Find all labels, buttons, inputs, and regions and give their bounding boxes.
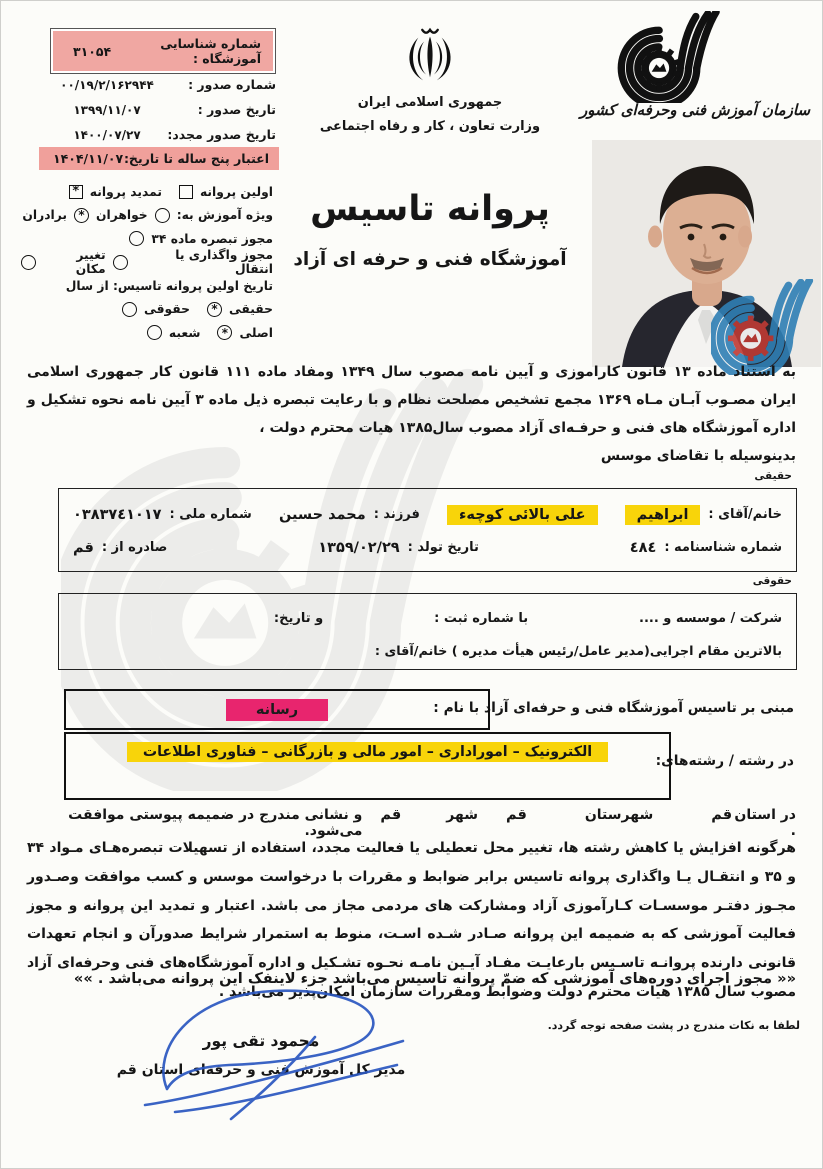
branch-label: شعبه <box>168 325 201 340</box>
relocation-label: تغییر مکان <box>75 248 106 277</box>
transfer-radio <box>113 255 128 270</box>
validity-value: ۱۴۰۴/۱۱/۰۷ <box>53 151 124 166</box>
school-name-box <box>64 689 490 730</box>
province-prefix: در استان . <box>734 807 796 839</box>
legal-basis-paragraph: به استناد ماده ۱۳ قانون کاراموزی و آیین نامه مصوب سال ۱۳۴۹ ومفاد ماده ۱۱۱ قانون کار جمهوری اسلامی ایران مصـوب آبـان مـاه ۱۳۶۹ مجمع تشخیص مصلحت نظام و با رعایت تبصره ذیل ماده ۳ آیین نامه نحوه تشکیل و اداره آموزشگاه های فنی و حرفـه‌ای آزاد مصوب سال۱۳۸۵ هیات محترم دولت ، <box>27 364 797 436</box>
person-title-label: خانم/آقای : <box>708 507 782 522</box>
first-name-highlight: ابراهیم <box>625 505 701 525</box>
sisters-radio <box>155 208 170 223</box>
city-value: قم <box>380 807 402 823</box>
issue-fields <box>50 72 276 147</box>
government-header <box>301 23 559 139</box>
natural-radio-checked: * <box>207 302 222 317</box>
school-name-label: مبنی بر تاسیس آموزشگاه فنی و حرفه‌ای آزاد با نام : <box>433 700 794 716</box>
validity-row <box>39 147 279 170</box>
company-label: شرکت / موسسه و .... <box>639 611 782 626</box>
renewal-checkbox-checked: * <box>69 185 83 199</box>
father-name: محمد حسین <box>278 506 366 523</box>
brothers-radio-checked: * <box>74 208 89 223</box>
registration-date-label: و تاریخ: <box>273 611 324 626</box>
terms-paragraph: هرگونه افزایش یا کاهش رشته ها، تغییر محل تعطیلی یا فعالیت مجدد، استفاده از تسهیلات تبصره‌هـای مـواد ۳۴ و ۳۵ و انتقـال یـا واگذاری پروانه تاسیس برابر ضوابط و مقررات با درخواست موسس و کسب موافقت وصـدور مجـوز دفتـر موسسـات کـارآموزی آزاد ومشارکت های مردمی مجاز می باشد. اعتبار و تمدید این پروانه و مجوز فعالیت آموزشی که به ضمیمه این پروانه صـادر شـده اسـت، منوط به استمرار شرایط صدورآن و انجام تعهدات قانونی دارنده پروانـه تاسـیس بارعایـت مفـاد آیـین نامـه نحـوه تشـکیل و اداره آموزشگاه‌های فنی وحرفه‌ای آزاد مصوب سال ۱۳۸۵ هیات محترم دولت وضوابط ومقررات سازمان امکان‌پذیر می‌باشد . <box>27 840 797 1001</box>
first-license-label: اولین پروانه <box>199 184 273 199</box>
founder-photo <box>592 140 821 367</box>
organization-name: سازمان آموزش فنی وحرفه‌ای کشور <box>579 101 811 119</box>
entity-type-row <box>21 298 273 322</box>
certificate-number-value: ٤٨٤ <box>629 539 657 556</box>
issued-from-value: قم <box>73 539 94 556</box>
issue-number-row <box>50 72 276 97</box>
executive-label: بالاترین مقام اجرایی(مدیر عامل/رئیس هیأت مدیره ) خانم/آقای : <box>374 644 782 659</box>
transfer-row <box>21 248 273 277</box>
legal-entity-tag: حقوقی <box>752 575 792 587</box>
training-for-label: ویژه آموزش به: <box>176 208 273 223</box>
natural-person-table <box>58 488 797 572</box>
issue-date-label: تاریخ صدور : <box>197 102 276 117</box>
training-fields-label: در رشته / رشته‌های: <box>655 753 794 769</box>
brothers-label: برادران <box>22 208 67 223</box>
country-name: جمهوری اسلامی ایران <box>357 95 503 110</box>
county-value: قم <box>505 807 527 823</box>
issue-date-row <box>50 97 276 122</box>
school-id-label: شماره شناسایی آموزشگاه : <box>160 36 261 66</box>
reissue-date-row <box>50 122 276 147</box>
address-suffix: و نشانی مندرج در ضمیمه پیوستی موافقت می‌شود. <box>68 807 363 839</box>
article34-row <box>21 227 273 251</box>
legal-entity-table <box>58 593 797 670</box>
tvto-logo <box>613 11 729 103</box>
document-subtitle: آموزشگاه فنی و حرفه ای آزاد <box>293 249 567 270</box>
national-id-label: شماره ملی : <box>169 507 252 522</box>
school-id-box <box>50 28 276 74</box>
main-label: اصلی <box>239 325 273 340</box>
national-id-value: ٠٣٨٣٧٤١٠١٧ <box>73 506 162 523</box>
legal-radio <box>122 302 137 317</box>
birth-date-value: ۱۳۵۹/۰۲/۲۹ <box>318 539 400 556</box>
issue-date-value: ۱۳۹۹/۱۱/۰۷ <box>73 102 141 117</box>
city-label: شهر <box>446 807 478 823</box>
back-page-note: لطفا به نکات مندرج در پشت صفحه توجه گردد. <box>547 1019 800 1032</box>
article34-radio <box>129 231 144 246</box>
signer-title: مدیر کل آموزش فنی و حرفه‌ای استان قم <box>116 1062 406 1078</box>
relocation-radio <box>21 255 36 270</box>
branch-type-row <box>21 321 273 345</box>
person-birth-row <box>73 531 782 564</box>
iran-emblem-icon <box>393 23 467 91</box>
training-fields-highlight: الکترونیک – اموراداری – امور مالی و بازرگانی – فناوری اطلاعات <box>127 742 608 762</box>
school-id-value: ۳۱۰۵۴ <box>73 43 112 59</box>
signer-name: محمود تقی پور <box>202 1032 320 1050</box>
issue-number-value: ۰۰/۱۹/۲/۱۶۲۹۴۴ <box>60 77 154 92</box>
license-type-checkboxes <box>21 180 273 345</box>
article34-label: مجوز تبصره ماده ۳۴ <box>151 231 273 246</box>
executive-row <box>73 635 782 668</box>
registration-number-label: با شماره ثبت : <box>434 611 529 626</box>
issued-from-label: صادره از : <box>101 540 168 555</box>
intro-paragraph-block <box>27 358 796 470</box>
natural-person-tag: حقیقی <box>754 470 792 482</box>
main-radio-checked: * <box>217 325 232 340</box>
certificate-number-label: شماره شناسنامه : <box>664 540 782 555</box>
transfer-label: مجوز واگذاری یا انتقال <box>175 248 273 277</box>
sisters-label: خواهران <box>96 208 148 223</box>
license-kind-row <box>21 180 273 204</box>
school-name-highlight: رسانه <box>226 699 328 721</box>
birth-date-label: تاریخ تولد : <box>407 540 479 555</box>
renewal-label: تمدید پروانه <box>89 184 162 199</box>
emphasis-line: «« مجوز اجرای دوره‌های آموزشی که ضمّ پروانه تاسیس می‌باشد جزء لاینفک این پروانه می‌باشد . »» <box>73 970 796 987</box>
province-value: قم <box>711 807 733 823</box>
reissue-date-value: ۱۴۰۰/۰۷/۲۷ <box>73 127 141 142</box>
branch-radio <box>147 325 162 340</box>
legal-label: حقوقی <box>144 302 190 317</box>
gender-row <box>21 204 273 228</box>
natural-label: حقیقی <box>228 302 273 317</box>
issue-number-label: شماره صدور : <box>188 77 276 92</box>
founder-request-line: بدینوسیله با تقاضای موسس <box>600 448 796 464</box>
document-title: پروانه تاسیس <box>310 189 550 229</box>
training-fields-box <box>64 732 671 800</box>
person-identity-row <box>73 498 782 531</box>
county-label: شهرستان <box>584 807 654 823</box>
last-name-highlight: علی بالائی کوچهء <box>447 505 598 525</box>
first-license-date-label: تاریخ اولین پروانه تاسیس: از سال <box>65 278 273 293</box>
father-label: فرزند : <box>373 507 420 522</box>
ministry-name: وزارت تعاون ، کار و رفاه اجتماعی <box>319 119 541 135</box>
first-license-date-row <box>21 274 273 298</box>
first-license-checkbox <box>179 185 193 199</box>
reissue-date-label: تاریخ صدور مجدد: <box>167 127 276 142</box>
company-row <box>73 602 782 635</box>
validity-label: اعتبار پنج ساله تا تاریخ: <box>123 151 269 166</box>
